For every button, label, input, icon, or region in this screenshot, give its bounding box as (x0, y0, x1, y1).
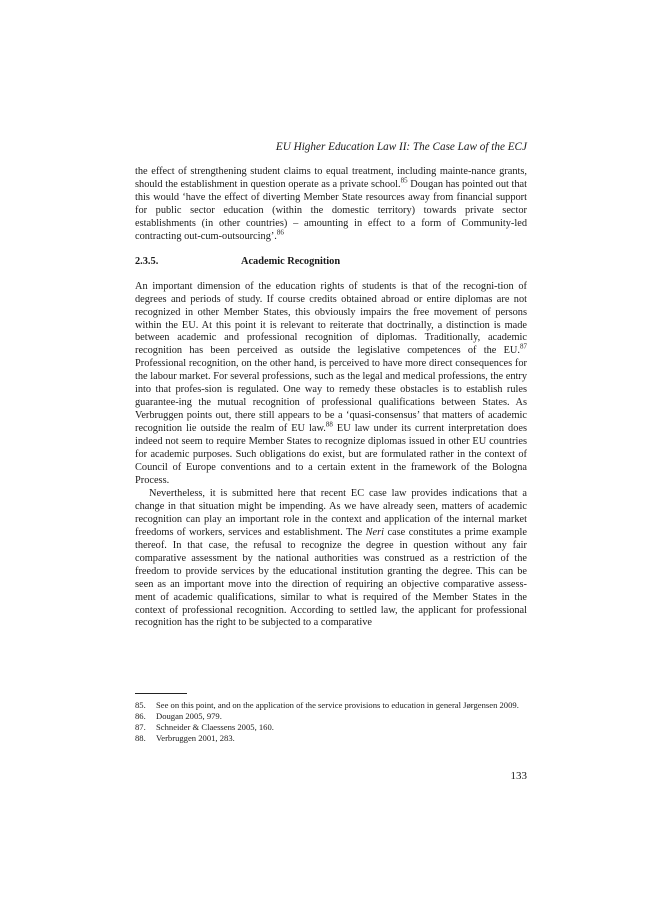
section-number: 2.3.5. (135, 255, 159, 267)
footnote-text: Dougan 2005, 979. (156, 711, 222, 721)
running-header: EU Higher Education Law II: The Case Law of the ECJ (275, 141, 527, 153)
para2-text-1: Nevertheless, it is submitted here that recent EC case law provides indications that a change in that situation might be impending. As we have already seen, matters of academic recognition can play an important role in the context and application of the internal market freedoms of workers, services and establishment. The (135, 487, 527, 538)
footnote-number: 85. (135, 700, 146, 710)
section-heading (135, 256, 527, 269)
footnote-ref-85[interactable]: 85 (400, 176, 408, 185)
para1-text-3: EU law under its current interpretation does indeed not seem to require Member States to recognize diplomas issued in other EU countries for academic purposes. Such obligations do exist, but are formulated rather in the context of Council of Europe conventions and to a certain extent in the framework of the Bologna Process. (135, 423, 527, 486)
footnote-text: See on this point, and on the application of the service provisions to education in general Jørgensen 2009. (156, 700, 519, 710)
footnote-ref-86[interactable]: 86 (276, 228, 284, 237)
footnote-85 (135, 700, 527, 711)
footnote-number: 87. (135, 722, 146, 732)
paragraph-case-law (135, 488, 527, 630)
case-name-neri: Neri (365, 526, 385, 538)
footnote-number: 88. (135, 733, 146, 743)
footnote-ref-87[interactable]: 87 (520, 343, 527, 351)
page-number: 133 (510, 770, 527, 782)
main-text (135, 166, 527, 630)
footnote-88 (135, 733, 527, 744)
footnote-number: 86. (135, 711, 146, 721)
intro-paragraph (135, 166, 527, 244)
footnote-divider (135, 693, 187, 694)
footnote-text: Schneider & Claessens 2005, 160. (156, 722, 274, 732)
para1-text-2: Professional recognition, on the other hand, is perceived to have more direct consequences for the labour market. For several professions, such as the legal and medical professions, the entry into that profes-sion is regulated. One way to remedy these obstacles is to establish rules guarantee-ing the mutual recognition of professional qualifications between States. As Verbruggen points out, there still appears to be a ‘quasi-consensus’ that matters of academic recognition lie outside the realm of EU law. (135, 358, 527, 435)
para2-text-2: case constitutes a prime example thereof. In that case, the refusal to recognize the degree in question without any fair comparative assessment by the national authorities was construed as a restriction of the freedom to provide services by the educational institution granting the degree. This can be seen as an important move into the direction of requiring an objective comparative assess-ment of academic qualifications, similar to what is required of the Member States in the context of professional recognition. According to settled law, the applicant for professional recognition has the right to be subjected to a comparative (135, 526, 527, 629)
paragraph-academic-recognition (135, 281, 527, 488)
footnotes (135, 700, 527, 744)
para1-text-1: An important dimension of the education rights of students is that of the recogni-tion of degrees and periods of study. If course credits obtained abroad or entire diplomas are not recognized in other Member States, this obviously impairs the free movement of persons within the EU. At this point it is relevant to reiterate that doctrinally, a distinction is made between academic and professional recognition of diplomas. Traditionally, academic recognition has been perceived as outside the legislative competences of the EU. (135, 280, 527, 357)
footnote-86 (135, 711, 527, 722)
section-title: Academic Recognition (241, 255, 341, 267)
footnote-ref-88[interactable]: 88 (325, 420, 333, 429)
intro-text-1: the effect of strengthening student claims to equal treatment, including mainte-nance grants, should the establishment in question operate as a private school. (135, 166, 527, 190)
intro-text-2: Dougan has pointed out that this would ‘have the effect of diverting Member State resources away from financial support for public sector education (within the domestic territory) towards private sector establishments (in other countries) – amounting in effect to a form of Community-led contracting out-cum-outsourcing’. (135, 178, 527, 242)
footnote-87 (135, 722, 527, 733)
footnote-text: Verbruggen 2001, 283. (156, 733, 235, 743)
